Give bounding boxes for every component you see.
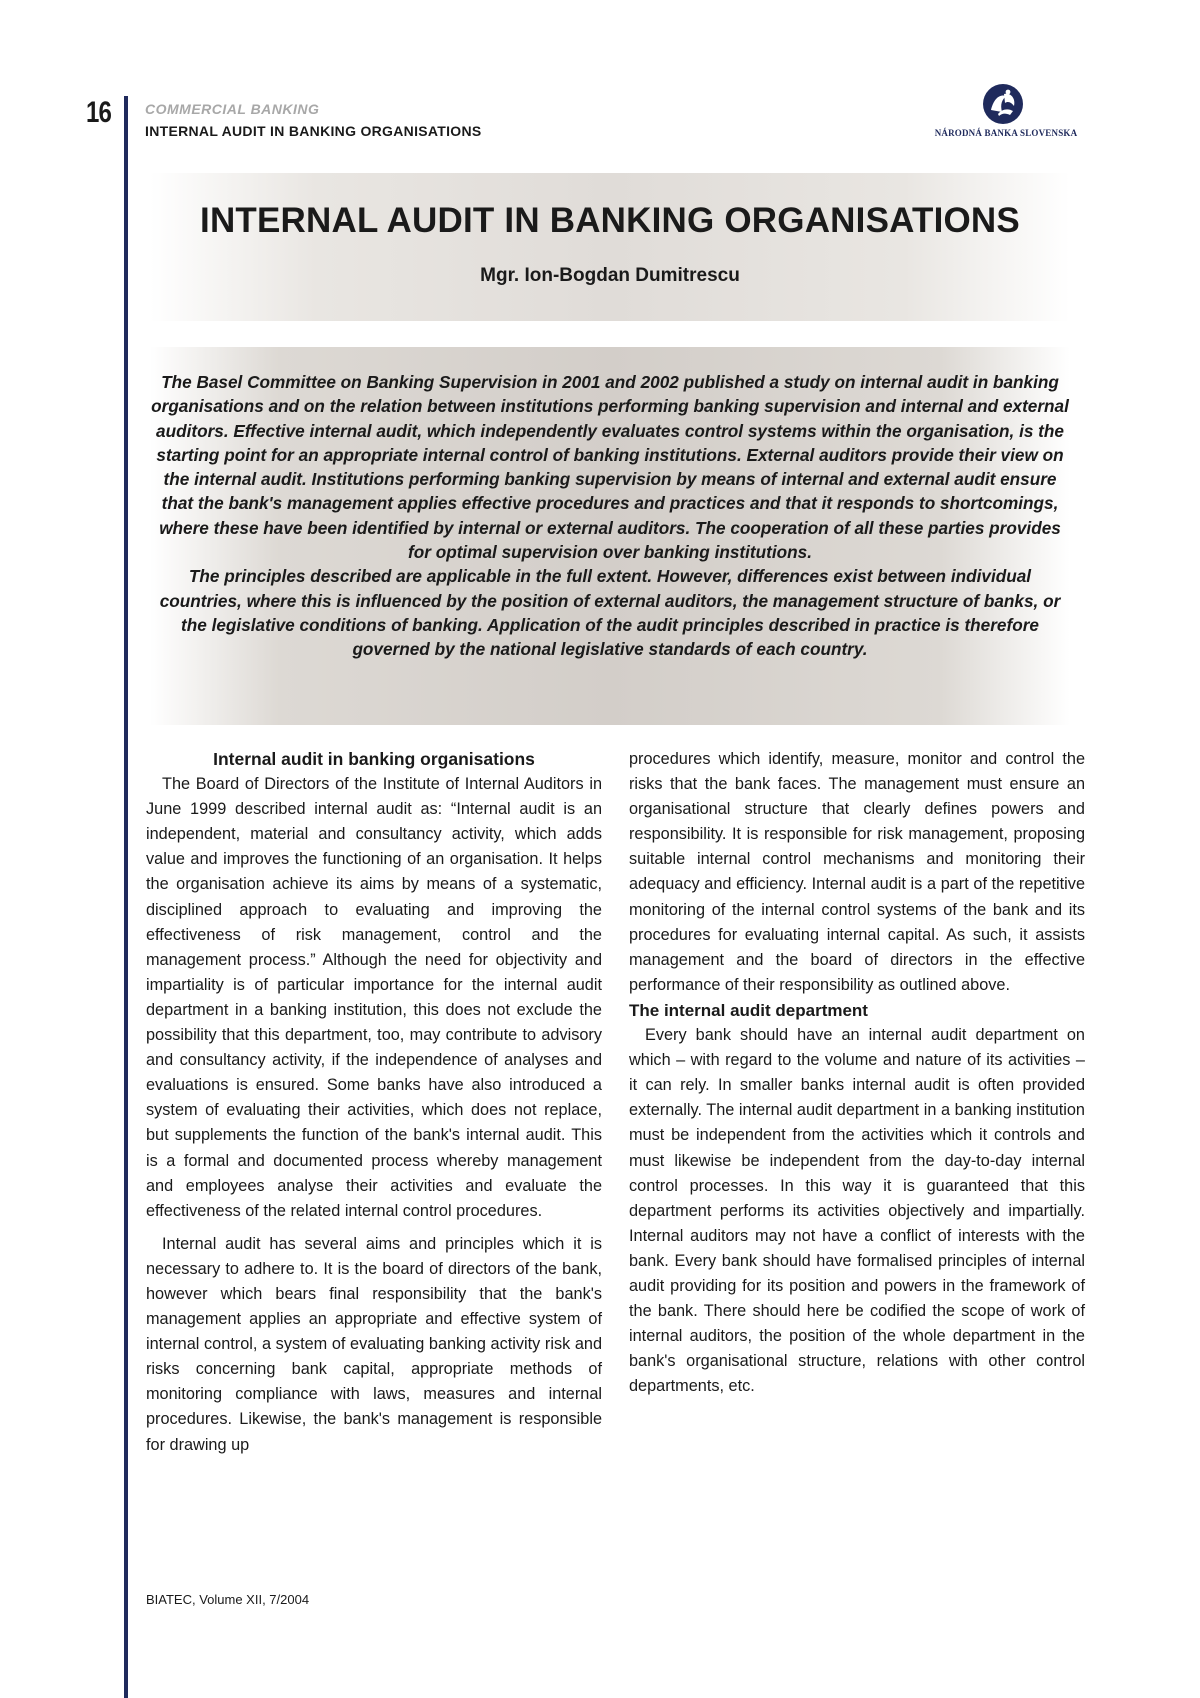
- article-author: Mgr. Ion-Bogdan Dumitrescu: [480, 265, 740, 286]
- article-title: INTERNAL AUDIT IN BANKING ORGANISATIONS: [200, 201, 1020, 240]
- title-band: [150, 173, 1070, 321]
- body-paragraph: The Board of Directors of the Institute of Internal Auditors in June 1999 described internal audit as: “Internal audit is an independent, material and consultancy activity, which adds value and improves the functioning of an organisation. It helps the organisation achieve its aims by means of a systematic, disciplined approach to evaluating and improving the effectiveness of risk management, control and the management process.” Although the need for objectivity and impartiality is of particular importance for the internal audit department in a banking institution, this does not exclude the possibility that this department, too, may contribute to advisory and consultancy activity, if the independence of analyses and evaluations is ensured. Some banks have also introduced a system of evaluating their activities, which does not replace, but supplements the function of the bank's internal audit. This is a formal and documented process whereby management and employees analyse their activities and evaluate the effectiveness of the related internal control procedures.: [146, 775, 602, 1220]
- left-column: [146, 747, 602, 1458]
- footer-citation: BIATEC, Volume XII, 7/2004: [146, 1592, 310, 1607]
- page-number: 16: [86, 96, 112, 129]
- body-paragraph: Every bank should have an internal audit department on which – with regard to the volume and nature of its activities – it can rely. In smaller banks internal audit is often provided externally. The internal audit department in a banking institution must be independent from the activities which it controls and must likewise be independent from the day-to-day internal control processes. In this way it is guaranteed that this department performs its activities objectively and impartially. Internal auditors may not have a conflict of interests with the bank. Every bank should have formalised principles of internal audit providing for its position and powers in the framework of the bank. There should here be codified the scope of work of internal auditors, the position of the whole department in the bank's organisational structure, relations with other control departments, etc.: [629, 1026, 1085, 1396]
- nbs-emblem-icon: [980, 82, 1026, 126]
- section-heading: Internal audit in banking organisations: [213, 749, 535, 769]
- abstract-paragraph: The Basel Committee on Banking Supervision in 2001 and 2002 published a study on internal audit in banking organisations and on the relation between institutions performing banking supervision and internal and external auditors. Effective internal audit, which independently evaluates control systems within the organisation, is the starting point for an appropriate internal control of banking institutions. External auditors provide their view on the internal audit. Institutions performing banking supervision by means of internal and external audit ensure that the bank's management applies effective procedures and practices and that it responds to shortcomings, where these have been identified by internal or external auditors. The cooperation of all these parties provides for optimal supervision over banking institutions.: [151, 372, 1069, 563]
- abstract: [150, 370, 1070, 662]
- logo-text: NÁRODNÁ BANKA SLOVENSKA: [934, 128, 1078, 138]
- running-title: INTERNAL AUDIT IN BANKING ORGANISATIONS: [145, 123, 482, 139]
- body-paragraph: Internal audit has several aims and principles which it is necessary to adhere to. It is the board of directors of the bank, however which bears final responsibility that the bank's management applies an appropriate and effective system of internal control, a system of evaluating banking activity risk and risks concerning bank capital, appropriate methods of monitoring compliance with laws, measures and internal procedures. Likewise, the bank's management is responsible for drawing up: [146, 1234, 602, 1454]
- section-label: COMMERCIAL BANKING: [145, 101, 320, 117]
- section-heading: The internal audit department: [629, 1000, 868, 1020]
- nbs-logo: [916, 80, 1096, 142]
- abstract-paragraph: The principles described are applicable in the full extent. However, differences exist between individual countries, where this is influenced by the position of external auditors, the management structure of banks, or the legislative conditions of banking. Application of the audit principles described in practice is therefore governed by the national legislative standards of each country.: [159, 566, 1061, 660]
- right-column: [629, 747, 1085, 1399]
- margin-rule: [124, 96, 128, 1698]
- body-paragraph: procedures which identify, measure, monitor and control the risks that the bank faces. The management must ensure an organisational structure that clearly defines powers and responsibility. It is responsible for risk management, proposing suitable internal control mechanisms and monitoring their adequacy and efficiency. Internal audit is a part of the repetitive monitoring of the internal control systems of the bank and its procedures for evaluating internal capital. As such, it assists management and the board of directors in the effective performance of their responsibility as outlined above.: [629, 750, 1085, 994]
